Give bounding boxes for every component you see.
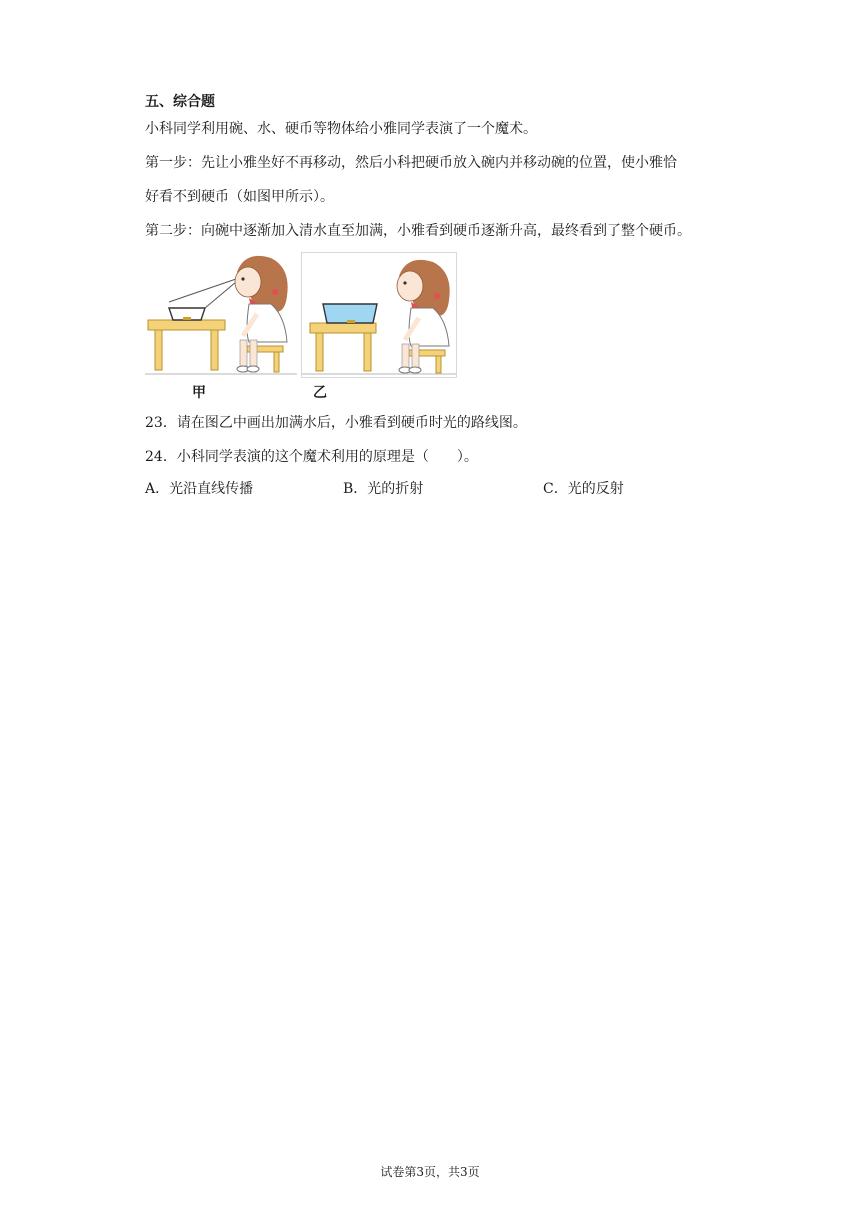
figure-jia-illustration <box>145 252 297 378</box>
figure-yi-illustration <box>301 252 457 378</box>
question-24: 24．小科同学表演的这个魔术利用的原理是（ ）。 <box>145 449 478 465</box>
option-b[interactable] <box>343 478 423 498</box>
page-footer: 试卷第3页，共3页 <box>380 1165 480 1179</box>
option-a-letter: A． <box>145 481 170 497</box>
step2-paragraph: 第二步：向碗中逐渐加入清水直至加满，小雅看到硬币逐渐升高，最终看到了整个硬币。 <box>145 223 691 239</box>
option-b-letter: B． <box>343 481 368 497</box>
option-b-text: 光的折射 <box>367 481 424 497</box>
option-c-letter: C． <box>543 481 568 497</box>
option-c[interactable] <box>543 478 624 498</box>
figure-jia-label: 甲 <box>192 385 206 401</box>
question-23: 23．请在图乙中画出加满水后，小雅看到硬币时光的路线图。 <box>145 415 527 431</box>
option-a-text: 光沿直线传播 <box>169 481 254 497</box>
step1-line2: 好看不到硬币（如图甲所示）。 <box>145 189 334 205</box>
option-c-text: 光的反射 <box>567 481 624 497</box>
intro-paragraph: 小科同学利用碗、水、硬币等物体给小雅同学表演了一个魔术。 <box>145 121 537 137</box>
step1-line1: 第一步：先让小雅坐好不再移动，然后小科把硬币放入碗内并移动碗的位置，使小雅恰 <box>145 155 677 171</box>
figure-yi-label: 乙 <box>313 385 327 401</box>
option-a[interactable] <box>145 478 253 498</box>
section-heading: 五、综合题 <box>145 94 215 110</box>
